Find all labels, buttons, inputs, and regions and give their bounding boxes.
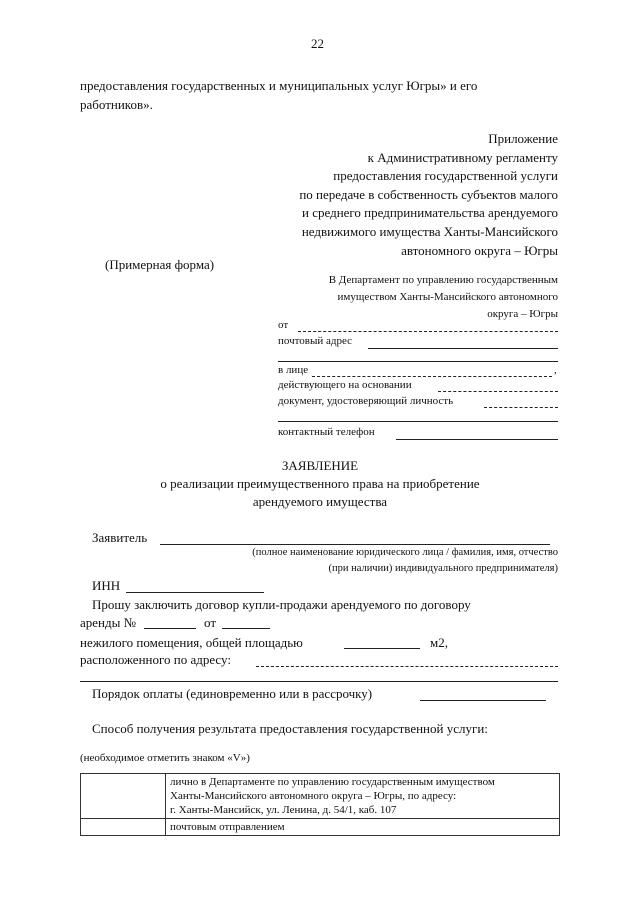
address-label: расположенного по адресу: [80, 652, 231, 667]
addressee-block [280, 272, 558, 323]
inn-label: ИНН [92, 578, 121, 593]
phone-field[interactable] [396, 439, 558, 440]
postal-address-label: почтовый адрес [278, 335, 353, 347]
phone-label: контактный телефон [278, 426, 375, 438]
option-row [81, 819, 560, 836]
acting-basis-label: действующего на основании [278, 379, 412, 391]
appendix-line: недвижимого имущества Ханты-Мансийского [301, 223, 558, 239]
from-field[interactable] [298, 331, 558, 332]
payment-order-label: Порядок оплаты (единовременно или в рассрочку) [92, 686, 373, 701]
lease-number-label: аренды № [80, 615, 136, 630]
option-in-person [166, 774, 560, 819]
appendix-line: и среднего предпринимательства арендуемого [302, 205, 558, 221]
premises-area-label: нежилого помещения, общей площадью [80, 635, 303, 650]
result-method-label: Способ получения результата предоставления государственной услуги: [92, 721, 488, 736]
id-document-field[interactable] [484, 407, 558, 408]
document-subtitle-2: арендуемого имущества [252, 494, 388, 509]
represented-by-label: в лице [278, 364, 309, 376]
acting-basis-field[interactable] [438, 391, 558, 392]
appendix-line: автономного округа – Югры [401, 242, 558, 258]
payment-order-field[interactable] [420, 700, 546, 701]
applicant-hint-1: (полное наименование юридического лица / фамилия, имя, отчество [252, 547, 558, 558]
delivery-options-table [80, 773, 560, 836]
represented-by-comma: , [554, 364, 557, 376]
appendix-line: по передаче в собственность субъектов малого [299, 186, 558, 202]
from-label: от [278, 319, 289, 331]
id-document-field-2[interactable] [278, 421, 558, 422]
page-number: 22 [311, 36, 324, 51]
addressee-line: имуществом Ханты-Мансийского автономного [337, 291, 558, 303]
addressee-line: В Департамент по управлению государственным [328, 274, 558, 286]
appendix-line: предоставления государственной услуги [333, 168, 558, 184]
represented-by-field[interactable] [312, 376, 552, 377]
id-document-label: документ, удостоверяющий личность [278, 395, 454, 407]
appendix-block [240, 130, 558, 260]
option-text-line: лично в Департаменте по управлению государственным имуществом [170, 776, 495, 788]
inn-field[interactable] [126, 592, 264, 593]
addressee-line: округа – Югры [487, 308, 558, 320]
applicant-hint-2: (при наличии) индивидуального предпринимателя) [328, 563, 558, 574]
option-text-line: Ханты-Мансийского автономного округа – Югры, по адресу: [170, 790, 457, 802]
option-checkbox-mail[interactable] [81, 819, 166, 836]
document-subtitle-1: о реализации преимущественного права на приобретение [160, 476, 480, 491]
option-row [81, 774, 560, 819]
lease-number-field[interactable] [144, 628, 196, 629]
option-checkbox-in-person[interactable] [81, 774, 166, 819]
request-line-1: Прошу заключить договор купли-продажи арендуемого по договору [92, 597, 471, 612]
appendix-line: Приложение [488, 131, 558, 146]
lease-date-label: от [204, 615, 217, 630]
postal-address-field-2[interactable] [278, 361, 558, 362]
area-unit: м2, [430, 635, 448, 650]
lease-date-field[interactable] [222, 628, 270, 629]
mark-instruction: (необходимое отметить знаком «V») [80, 752, 250, 764]
option-text-line: г. Ханты-Мансийск, ул. Ленина, д. 54/1, каб. 107 [170, 804, 397, 816]
intro-line-2: работников». [80, 97, 153, 112]
address-field-2[interactable] [80, 681, 558, 682]
applicant-label: Заявитель [92, 530, 148, 545]
option-mail [166, 819, 560, 836]
sample-form-label: (Примерная форма) [105, 257, 215, 272]
address-field[interactable] [256, 666, 558, 667]
appendix-line: к Административному регламенту [367, 149, 558, 165]
option-text-line: почтовым отправлением [170, 821, 285, 833]
document-title: ЗАЯВЛЕНИЕ [281, 458, 359, 473]
premises-area-field[interactable] [344, 648, 420, 649]
intro-line-1: предоставления государственных и муниципальных услуг Югры» и его [80, 78, 478, 93]
postal-address-field[interactable] [368, 348, 558, 349]
applicant-field[interactable] [160, 544, 550, 545]
